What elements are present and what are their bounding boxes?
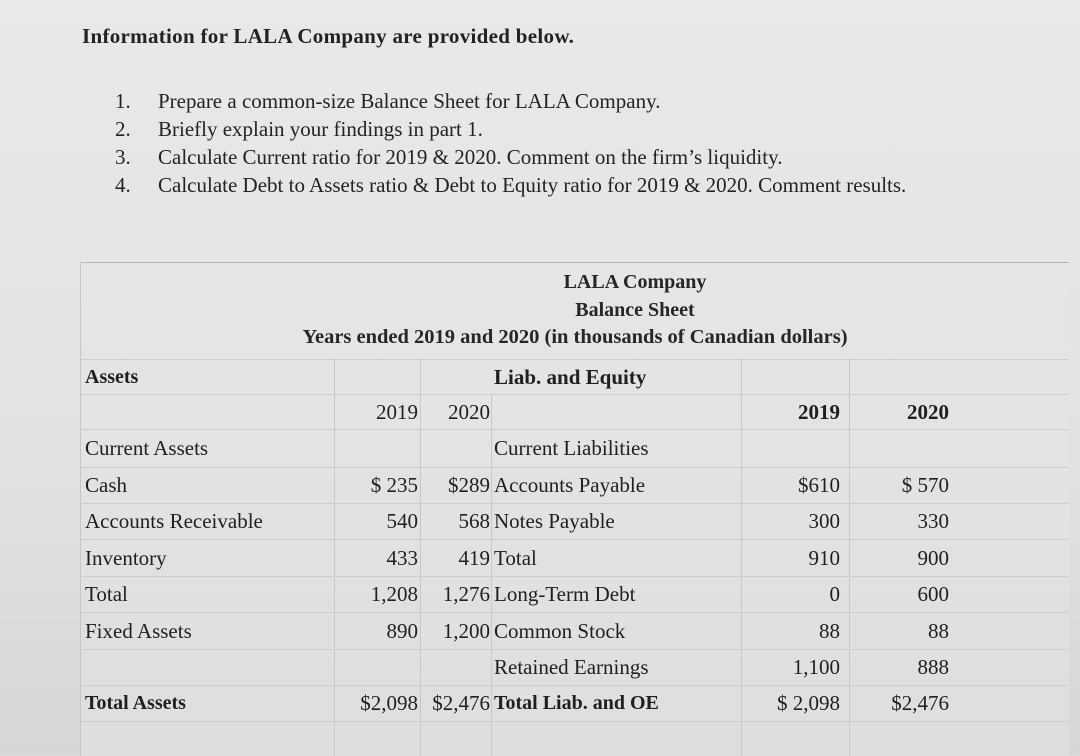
liab-2019-value: $ 2,098 (777, 690, 840, 715)
company-name: LALA Company (563, 271, 707, 293)
liab-year-2020: 2020 (907, 399, 949, 424)
grid-line (81, 721, 1069, 722)
table-header-row (81, 359, 1069, 395)
intro-heading: Information for LALA Company are provided below. (82, 24, 575, 48)
asset-year-2019: 2019 (376, 399, 418, 424)
asset-2020-value: $289 (448, 472, 490, 497)
liab-2020-value: 88 (928, 618, 949, 643)
liab-2020-value: $2,476 (891, 690, 949, 715)
table-row (81, 503, 1069, 539)
asset-label: Inventory (85, 545, 167, 570)
table-row (81, 649, 1069, 685)
asset-label: Current Assets (85, 435, 209, 460)
asset-2020-value: 419 (458, 545, 490, 570)
asset-2019-value: $2,098 (360, 690, 418, 715)
table-row (81, 613, 1069, 649)
asset-2020-value: 1,200 (442, 618, 490, 643)
liab-2019-value: 1,100 (792, 654, 840, 679)
asset-2019-value: 540 (386, 508, 418, 533)
table-row (81, 576, 1069, 612)
table-row (81, 430, 1069, 466)
asset-2020-value: $2,476 (432, 690, 490, 715)
liab-2020-value: 330 (917, 508, 949, 533)
assets-header: Assets (85, 365, 139, 388)
liab-2019-value: 300 (808, 508, 840, 533)
asset-2019-value: 1,208 (370, 581, 418, 606)
total-liab-oe-label: Total Liab. and OE (494, 691, 659, 714)
liab-equity-header: Liab. and Equity (494, 364, 647, 389)
asset-label: Fixed Assets (85, 618, 192, 643)
liab-label: Retained Earnings (494, 654, 649, 679)
task-item: 1. Prepare a common-size Balance Sheet for LALA Company. (115, 89, 661, 113)
liab-label: Current Liabilities (494, 435, 649, 460)
sheet-title: Balance Sheet (575, 299, 695, 321)
asset-2020-value: 568 (458, 508, 490, 533)
task-item: 2. Briefly explain your findings in part 1. (115, 117, 483, 141)
table-row (81, 540, 1069, 576)
asset-2019-value: 433 (386, 545, 418, 570)
liab-2019-value: $610 (798, 472, 840, 497)
liab-label: Accounts Payable (494, 472, 646, 497)
task-item: 3. Calculate Current ratio for 2019 & 2020. Comment on the firm’s liquidity. (115, 145, 783, 169)
total-assets-label: Total Assets (85, 691, 186, 714)
asset-2020-value: 1,276 (442, 581, 490, 606)
liab-2019-value: 0 (829, 581, 840, 606)
liab-2020-value: 600 (917, 581, 949, 606)
liab-year-2019: 2019 (798, 399, 840, 424)
liab-label: Total (494, 545, 537, 570)
table-year-row (81, 394, 1069, 430)
liab-2019-value: 88 (819, 618, 840, 643)
liab-2020-value: 888 (917, 654, 949, 679)
period-caption: Years ended 2019 and 2020 (in thousands of Canadian dollars) (302, 326, 848, 348)
asset-year-2020: 2020 (448, 399, 490, 424)
liab-label: Notes Payable (494, 508, 615, 533)
liab-label: Common Stock (494, 618, 626, 643)
liab-label: Long-Term Debt (494, 581, 636, 606)
asset-label: Cash (85, 472, 127, 497)
table-row (81, 467, 1069, 503)
asset-2019-value: $ 235 (370, 472, 418, 497)
table-row (81, 685, 1069, 721)
task-item: 4. Calculate Debt to Assets ratio & Debt to Equity ratio for 2019 & 2020. Comment results. (115, 173, 907, 197)
liab-2020-value: $ 570 (901, 472, 949, 497)
liab-2020-value: 900 (917, 545, 949, 570)
asset-2019-value: 890 (386, 618, 418, 643)
asset-label: Accounts Receivable (85, 508, 263, 533)
balance-sheet-table (80, 262, 1069, 756)
task-list (115, 87, 906, 199)
liab-2019-value: 910 (808, 545, 840, 570)
asset-label: Total (85, 581, 128, 606)
